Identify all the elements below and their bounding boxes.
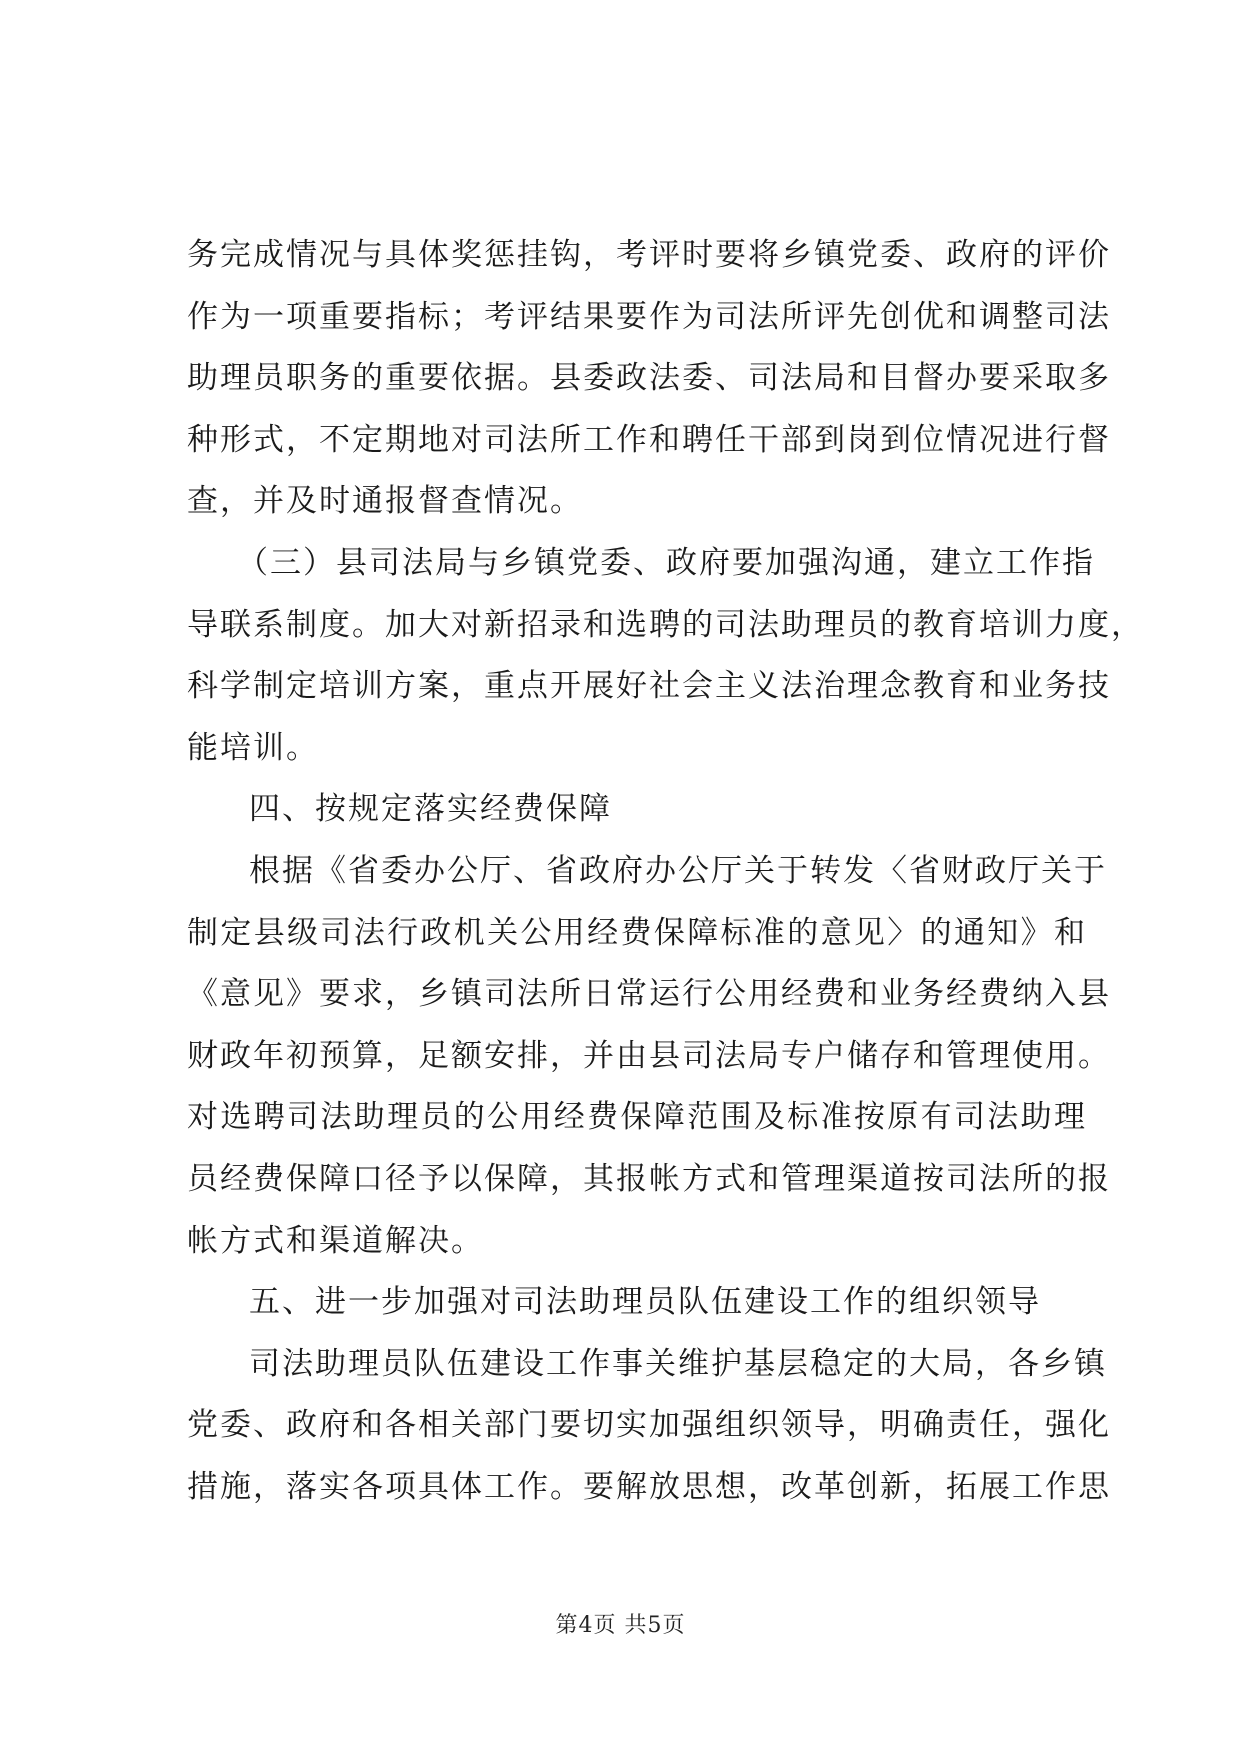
text-line: 司法助理员队伍建设工作事关维护基层稳定的大局，各乡镇 xyxy=(249,1345,1107,1382)
text-line: 《意见》要求，乡镇司法所日常运行公用经费和业务经费纳入县 xyxy=(187,976,1111,1013)
text-line: 能培训。 xyxy=(187,729,319,766)
text-line: 财政年初预算，足额安排，并由县司法局专户储存和管理使用。 xyxy=(187,1037,1111,1074)
section-heading: 五、进一步加强对司法助理员队伍建设工作的组织领导 xyxy=(249,1284,1041,1321)
text-line: 党委、政府和各相关部门要切实加强组织领导，明确责任，强化 xyxy=(187,1407,1111,1444)
document-body xyxy=(187,225,1144,1518)
text-line: 帐方式和渠道解决。 xyxy=(187,1222,484,1259)
text-line: 助理员职务的重要依据。县委政法委、司法局和目督办要采取多 xyxy=(187,360,1111,397)
text-line: 查，并及时通报督查情况。 xyxy=(187,483,583,520)
page-number: 第4页 共5页 xyxy=(555,1613,686,1638)
text-line: 作为一项重要指标；考评结果要作为司法所评先创优和调整司法 xyxy=(187,298,1111,335)
text-line: 制定县级司法行政机关公用经费保障标准的意见〉的通知》和 xyxy=(187,914,1087,951)
text-line: 措施，落实各项具体工作。要解放思想，改革创新，拓展工作思 xyxy=(187,1468,1111,1505)
text-line: 导联系制度。加大对新招录和选聘的司法助理员的教育培训力度， xyxy=(187,606,1144,643)
text-line: 员经费保障口径予以保障，其报帐方式和管理渠道按司法所的报 xyxy=(187,1160,1111,1197)
text-line: 务完成情况与具体奖惩挂钩，考评时要将乡镇党委、政府的评价 xyxy=(187,237,1111,273)
text-line: 种形式，不定期地对司法所工作和聘任干部到岗到位情况进行督 xyxy=(187,421,1111,458)
text-line: 对选聘司法助理员的公用经费保障范围及标准按原有司法助理 xyxy=(187,1099,1087,1136)
text-line: 根据《省委办公厅、省政府办公厅关于转发〈省财政厅关于 xyxy=(249,852,1107,889)
section-heading: 四、按规定落实经费保障 xyxy=(249,791,612,828)
text-line: （三）县司法局与乡镇党委、政府要加强沟通，建立工作指 xyxy=(237,544,1095,581)
text-line: 科学制定培训方案，重点开展好社会主义法治理念教育和业务技 xyxy=(187,668,1111,705)
